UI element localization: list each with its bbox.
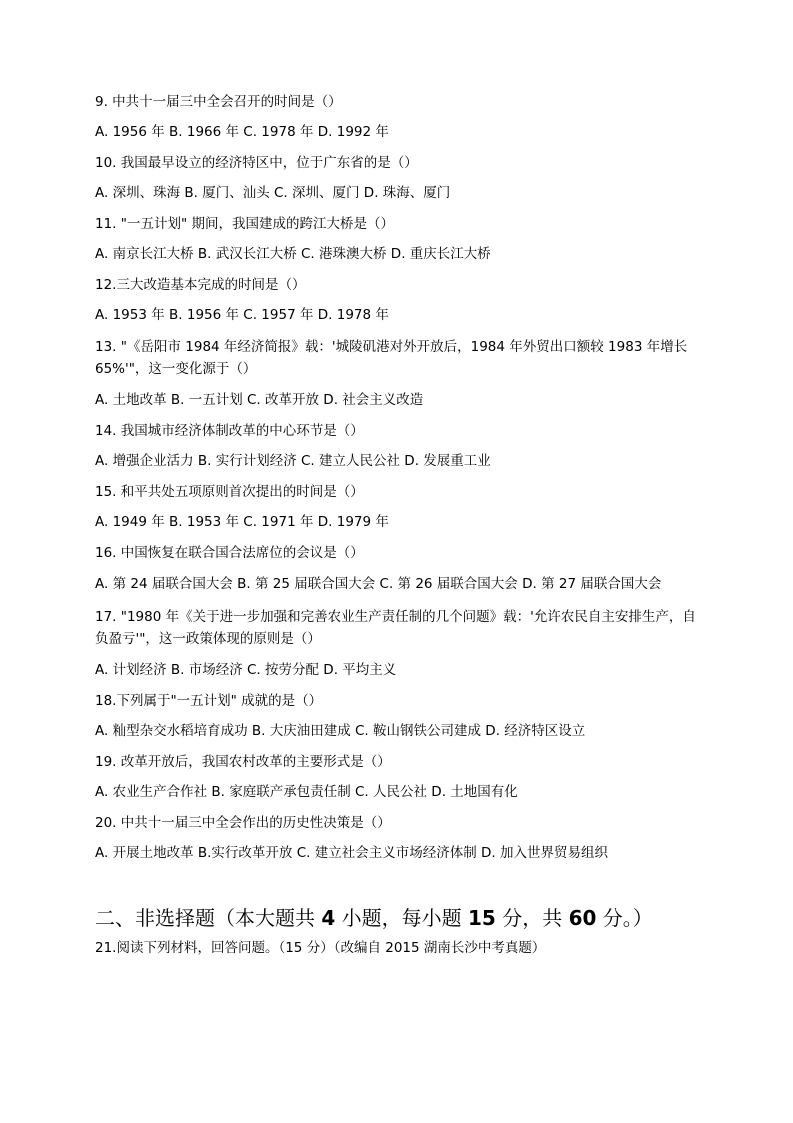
question-text: 12.三大改造基本完成的时间是（）	[95, 277, 306, 293]
question-options: A. 农业生产合作社 B. 家庭联产承包责任制 C. 人民公社 D. 土地国有化	[95, 784, 518, 800]
question-text: 15. 和平共处五项原则首次提出的时间是（）	[95, 484, 364, 500]
question-text: 20. 中共十一届三中全会作出的历史性决策是（）	[95, 815, 391, 831]
question-item	[95, 153, 707, 203]
question-text: 17. "1980 年《关于进一步加强和完善农业生产责任制的几个问题》载：'允许农民自主安排生产，自负盈亏'"，这一政策体现的原则是（）	[95, 609, 696, 647]
question-options: A. 南京长江大桥 B. 武汉长江大桥 C. 港珠澳大桥 D. 重庆长江大桥	[95, 246, 491, 262]
question-text: 9. 中共十一届三中全会召开的时间是（）	[95, 94, 342, 110]
question-text: 11. "一五计划" 期间，我国建成的跨江大桥是（）	[95, 216, 394, 232]
section-title-number: 60	[568, 906, 597, 930]
question-item	[95, 691, 707, 741]
question-item	[95, 752, 707, 802]
question-options: A. 1953 年 B. 1956 年 C. 1957 年 D. 1978 年	[95, 307, 389, 323]
question-21-text: 21.阅读下列材料，回答问题。（15 分）（改编自 2015 湖南长沙中考真题）	[95, 940, 546, 956]
section-title-part: 小题，每小题	[335, 906, 468, 930]
question-item	[95, 92, 707, 142]
section-title-number: 15	[468, 906, 496, 930]
question-text: 18.下列属于"一五计划" 成就的是（）	[95, 693, 323, 709]
exam-page	[95, 92, 707, 958]
section-title-part: 分。）	[596, 906, 653, 930]
question-item	[95, 813, 707, 863]
question-item	[95, 482, 707, 532]
question-item	[95, 606, 707, 680]
section-title-part: 分，共	[495, 906, 569, 930]
question-options: A. 籼型杂交水稻培育成功 B. 大庆油田建成 C. 鞍山钢铁公司建成 D. 经济特区设立	[95, 723, 586, 739]
question-options: A. 开展土地改革 B.实行改革开放 C. 建立社会主义市场经济体制 D. 加入世界贸易组织	[95, 845, 608, 861]
question-item	[95, 275, 707, 325]
question-options: A. 增强企业活力 B. 实行计划经济 C. 建立人民公社 D. 发展重工业	[95, 453, 491, 469]
question-text: 14. 我国城市经济体制改革的中心环节是（）	[95, 423, 364, 439]
question-options: A. 计划经济 B. 市场经济 C. 按劳分配 D. 平均主义	[95, 662, 397, 678]
question-options: A. 土地改革 B. 一五计划 C. 改革开放 D. 社会主义改造	[95, 392, 424, 408]
section-title-part: 二、非选择题（本大题共	[95, 906, 322, 930]
section-title	[95, 904, 707, 932]
question-text: 16. 中国恢复在联合国合法席位的会议是（）	[95, 545, 364, 561]
question-item	[95, 543, 707, 595]
question-text: 10. 我国最早设立的经济特区中，位于广东省的是（）	[95, 155, 418, 171]
question-options: A. 深圳、珠海 B. 厦门、汕头 C. 深圳、厦门 D. 珠海、厦门	[95, 185, 451, 201]
section-title-number: 4	[321, 906, 336, 930]
question-item	[95, 214, 707, 264]
question-options: A. 第 24 届联合国大会 B. 第 25 届联合国大会 C. 第 26 届联合国大会 D. 第 27 届联合国大会	[95, 576, 662, 592]
question-text: 13. "《岳阳市 1984 年经济简报》载：'城陵矶港对外开放后，1984 年外贸出口额较 1983 年增长 65%'"，这一变化源于（）	[95, 339, 688, 377]
question-item	[95, 421, 707, 471]
question-options: A. 1949 年 B. 1953 年 C. 1971 年 D. 1979 年	[95, 514, 389, 530]
question-text: 19. 改革开放后，我国农村改革的主要形式是（）	[95, 754, 391, 770]
question-item	[95, 336, 707, 410]
question-options: A. 1956 年 B. 1966 年 C. 1978 年 D. 1992 年	[95, 124, 389, 140]
